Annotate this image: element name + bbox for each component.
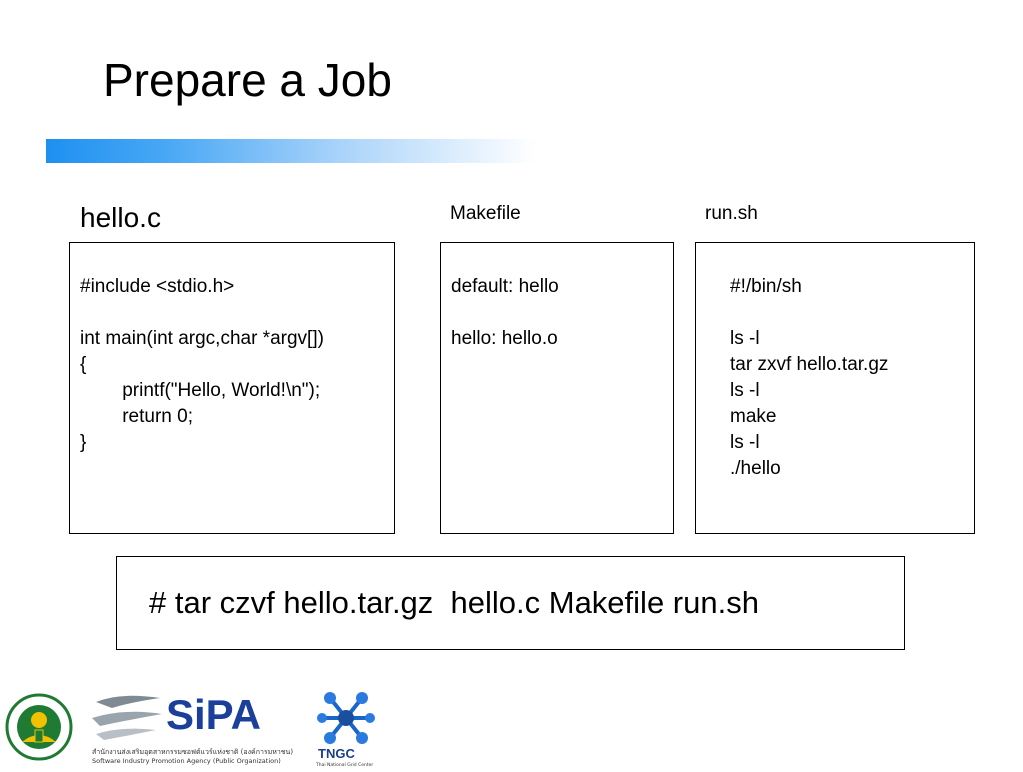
run-sh-code-box	[695, 242, 975, 534]
footer-logos	[0, 684, 400, 767]
code-line: tar zxvf hello.tar.gz	[730, 354, 889, 375]
code-line: return 0;	[80, 406, 193, 427]
sipa-swoosh-icon	[92, 696, 162, 740]
code-line: make	[730, 406, 777, 427]
code-line: printf("Hello, World!\n");	[80, 380, 321, 401]
code-line: #!/bin/sh	[730, 276, 802, 297]
sipa-logo-text: SiPA	[166, 691, 261, 738]
footer-logo-svg	[0, 684, 400, 767]
code-line: }	[80, 432, 87, 453]
tar-command-box	[116, 556, 905, 650]
tngc-caption: Thai National Grid Center	[316, 763, 374, 767]
hello-c-code-box	[69, 242, 395, 534]
code-line: ls -l	[730, 328, 760, 349]
makefile-label: Makefile	[450, 203, 521, 224]
code-line: #include <stdio.h>	[80, 276, 235, 297]
code-line: hello: hello.o	[451, 328, 558, 349]
seal-logo	[7, 695, 71, 759]
slide-title: Prepare a Job	[103, 54, 392, 106]
code-line: {	[80, 354, 87, 375]
tar-command-text: # tar czvf hello.tar.gz hello.c Makefile run.sh	[149, 585, 759, 620]
tngc-nodes	[317, 692, 375, 744]
code-line: ls -l	[730, 432, 760, 453]
tngc-logo-text: TNGC	[318, 746, 355, 761]
code-blank-line	[451, 300, 673, 326]
title-underline-bar	[46, 139, 536, 163]
code-blank-line	[730, 300, 974, 326]
code-line: ./hello	[730, 458, 781, 479]
run-sh-label: run.sh	[705, 203, 758, 224]
hello-c-label: hello.c	[80, 202, 161, 233]
code-line: ls -l	[730, 380, 760, 401]
code-line: default: hello	[451, 276, 559, 297]
sipa-caption-thai: สำนักงานส่งเสริมอุตสาหกรรมซอฟต์แวร์แห่งชาติ (องค์การมหาชน)	[92, 748, 294, 756]
sipa-caption-en: Software Industry Promotion Agency (Public Organization)	[92, 757, 281, 765]
code-blank-line	[80, 300, 394, 326]
makefile-code-box	[440, 242, 674, 534]
code-line: int main(int argc,char *argv[])	[80, 328, 324, 349]
